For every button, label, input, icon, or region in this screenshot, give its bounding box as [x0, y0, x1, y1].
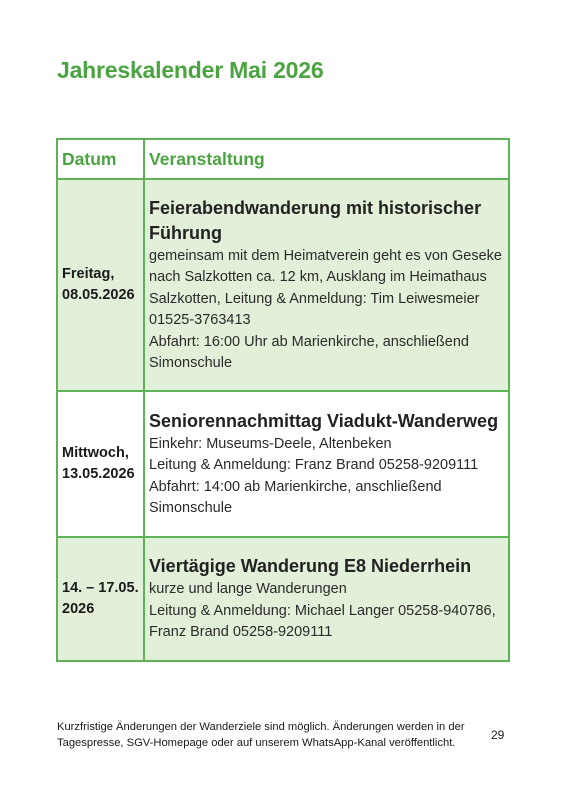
- page-number: 29: [491, 728, 505, 742]
- table-row: [57, 179, 509, 391]
- event-description: gemeinsam mit dem Heimatverein geht es von Geseke nach Salzkotten ca. 12 km, Ausklang im Heimathaus Salzkotten, Leitung & Anmeldung: Tim Leiwesmeier 01525-3763413: [149, 247, 502, 328]
- table-header-row: [57, 139, 509, 179]
- event-title: Viertägige Wanderung E8 Niederrhein: [149, 556, 472, 577]
- event-title: Feierabendwanderung mit historischer Führung: [149, 197, 482, 243]
- column-header-event: Veranstaltung: [144, 139, 509, 179]
- event-calendar-table: [56, 138, 510, 662]
- column-header-date: Datum: [57, 139, 144, 179]
- event-departure: Abfahrt: 14:00 ab Marienkirche, anschließend Simonschule: [149, 478, 442, 516]
- date-value: 08.05.2026: [62, 287, 135, 303]
- date-cell: [57, 179, 144, 391]
- event-description: kurze und lange Wanderungen: [149, 581, 347, 598]
- date-range: 14. – 17.05.: [62, 580, 139, 596]
- event-title: Seniorennachmittag Viadukt-Wanderweg: [149, 410, 499, 431]
- event-cell: [144, 179, 509, 391]
- event-contact: Leitung & Anmeldung: Michael Langer 05258-940786, Franz Brand 05258-9209111: [149, 602, 496, 641]
- date-cell: [57, 391, 144, 537]
- date-weekday: Mittwoch,: [62, 445, 129, 461]
- event-contact: Leitung & Anmeldung: Franz Brand 05258-9209111: [149, 457, 479, 473]
- page-title: Jahreskalender Mai 2026: [57, 57, 324, 83]
- date-year: 2026: [62, 601, 95, 617]
- date-cell: [57, 537, 144, 661]
- event-stop: Einkehr: Museums-Deele, Altenbeken: [149, 435, 392, 452]
- event-departure: Abfahrt: 16:00 Uhr ab Marienkirche, anschließend Simonschule: [149, 333, 469, 371]
- table-row: [57, 391, 509, 537]
- date-value: 13.05.2026: [62, 466, 135, 482]
- date-weekday: Freitag,: [62, 266, 115, 282]
- table-row: [57, 537, 509, 661]
- event-cell: [144, 537, 509, 661]
- footer-note: Kurzfristige Änderungen der Wanderziele sind möglich. Änderungen werden in der Tagespresse, SGV-Homepage oder auf unserem WhatsApp-Kanal veröffentlicht.: [57, 721, 465, 749]
- event-cell: [144, 391, 509, 537]
